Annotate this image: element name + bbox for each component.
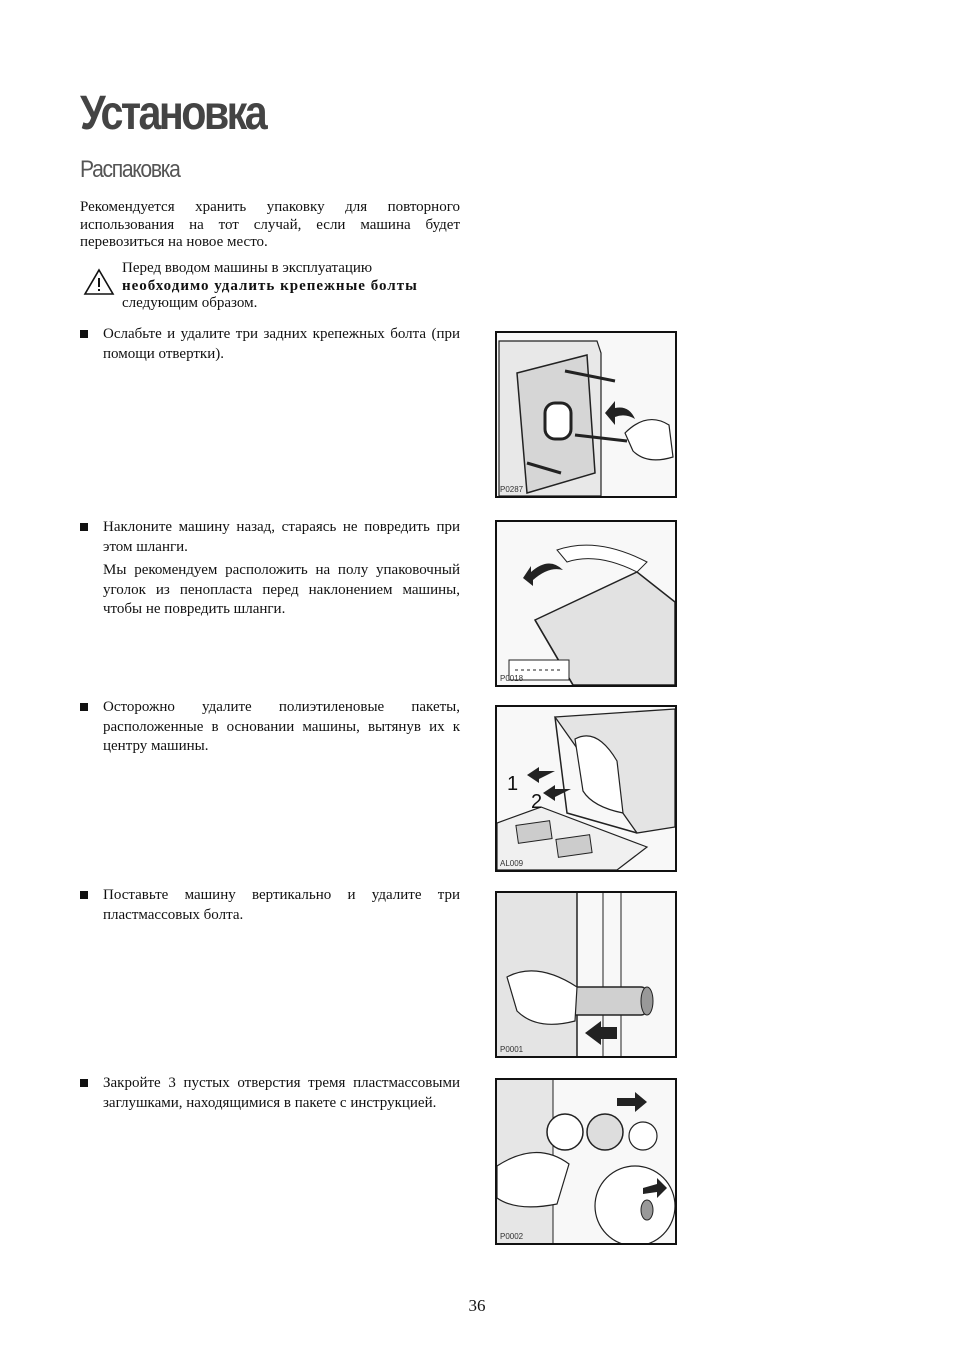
figure-remove-plastic-bolts xyxy=(495,891,677,1058)
bullet-icon xyxy=(80,891,88,899)
insert-caps-illustration xyxy=(497,1080,675,1243)
step-5-text: Закройте 3 пустых отверстия тремя пластмассовыми заглушками, находящимися в пакете с инструкцией. xyxy=(103,1075,460,1111)
intro-paragraph: Рекомендуется хранить упаковку для повторного использования на тот случай, если машина будет перевозиться на новое место. xyxy=(80,199,460,250)
step-4-text: Поставьте машину вертикально и удалите три пластмассовых болта. xyxy=(103,887,460,923)
callout-2: 2 xyxy=(531,791,543,813)
bullet-icon xyxy=(80,703,88,711)
step-3 xyxy=(80,698,460,757)
step-3-text: Осторожно удалите полиэтиленовые пакеты, расположенные в основании машины, вытянув их к центру машины. xyxy=(103,699,460,754)
step-2-note: Мы рекомендуем расположить на полу упаковочный уголок из пенопласта перед наклонением машины, чтобы не повредить шланги. xyxy=(103,562,460,617)
figure-code: AL009 xyxy=(500,859,524,868)
step-1-text: Ослабьте и удалите три задних крепежных болта (при помощи отвертки). xyxy=(103,326,460,362)
section-title: Распаковка xyxy=(80,156,180,183)
rear-bolts-illustration xyxy=(497,333,675,496)
figure-insert-caps xyxy=(495,1078,677,1245)
bullet-icon xyxy=(80,330,88,338)
warning-line-1: Перед вводом машины в эксплуатацию xyxy=(122,260,373,276)
figure-remove-rear-bolts xyxy=(495,331,677,498)
page-title: Установка xyxy=(80,87,266,140)
step-1 xyxy=(80,325,460,364)
figure-tilt-machine xyxy=(495,520,677,687)
bullet-icon xyxy=(80,523,88,531)
bullet-icon xyxy=(80,1079,88,1087)
callout-1: 1 xyxy=(507,773,519,795)
figure-code: P0287 xyxy=(500,485,524,494)
warning-block xyxy=(80,260,460,313)
page-number: 36 xyxy=(468,1296,486,1315)
warning-bold: необходимо удалить крепежные болты xyxy=(122,277,418,294)
step-4 xyxy=(80,886,460,925)
step-2 xyxy=(80,518,460,620)
step-2-text: Наклоните машину назад, стараясь не повредить при этом шланги. xyxy=(103,519,460,555)
step-5 xyxy=(80,1074,460,1113)
tilt-machine-illustration xyxy=(497,522,675,685)
warning-line-3: следующим образом. xyxy=(122,295,258,311)
warning-text xyxy=(122,260,460,313)
remove-bags-illustration xyxy=(497,707,675,870)
plastic-bolts-illustration xyxy=(497,893,675,1056)
figure-code: P0018 xyxy=(500,674,524,683)
figure-code: P0001 xyxy=(500,1045,524,1054)
figure-remove-bags xyxy=(495,705,677,872)
warning-triangle-icon xyxy=(83,268,115,296)
figure-code: P0002 xyxy=(500,1232,524,1241)
